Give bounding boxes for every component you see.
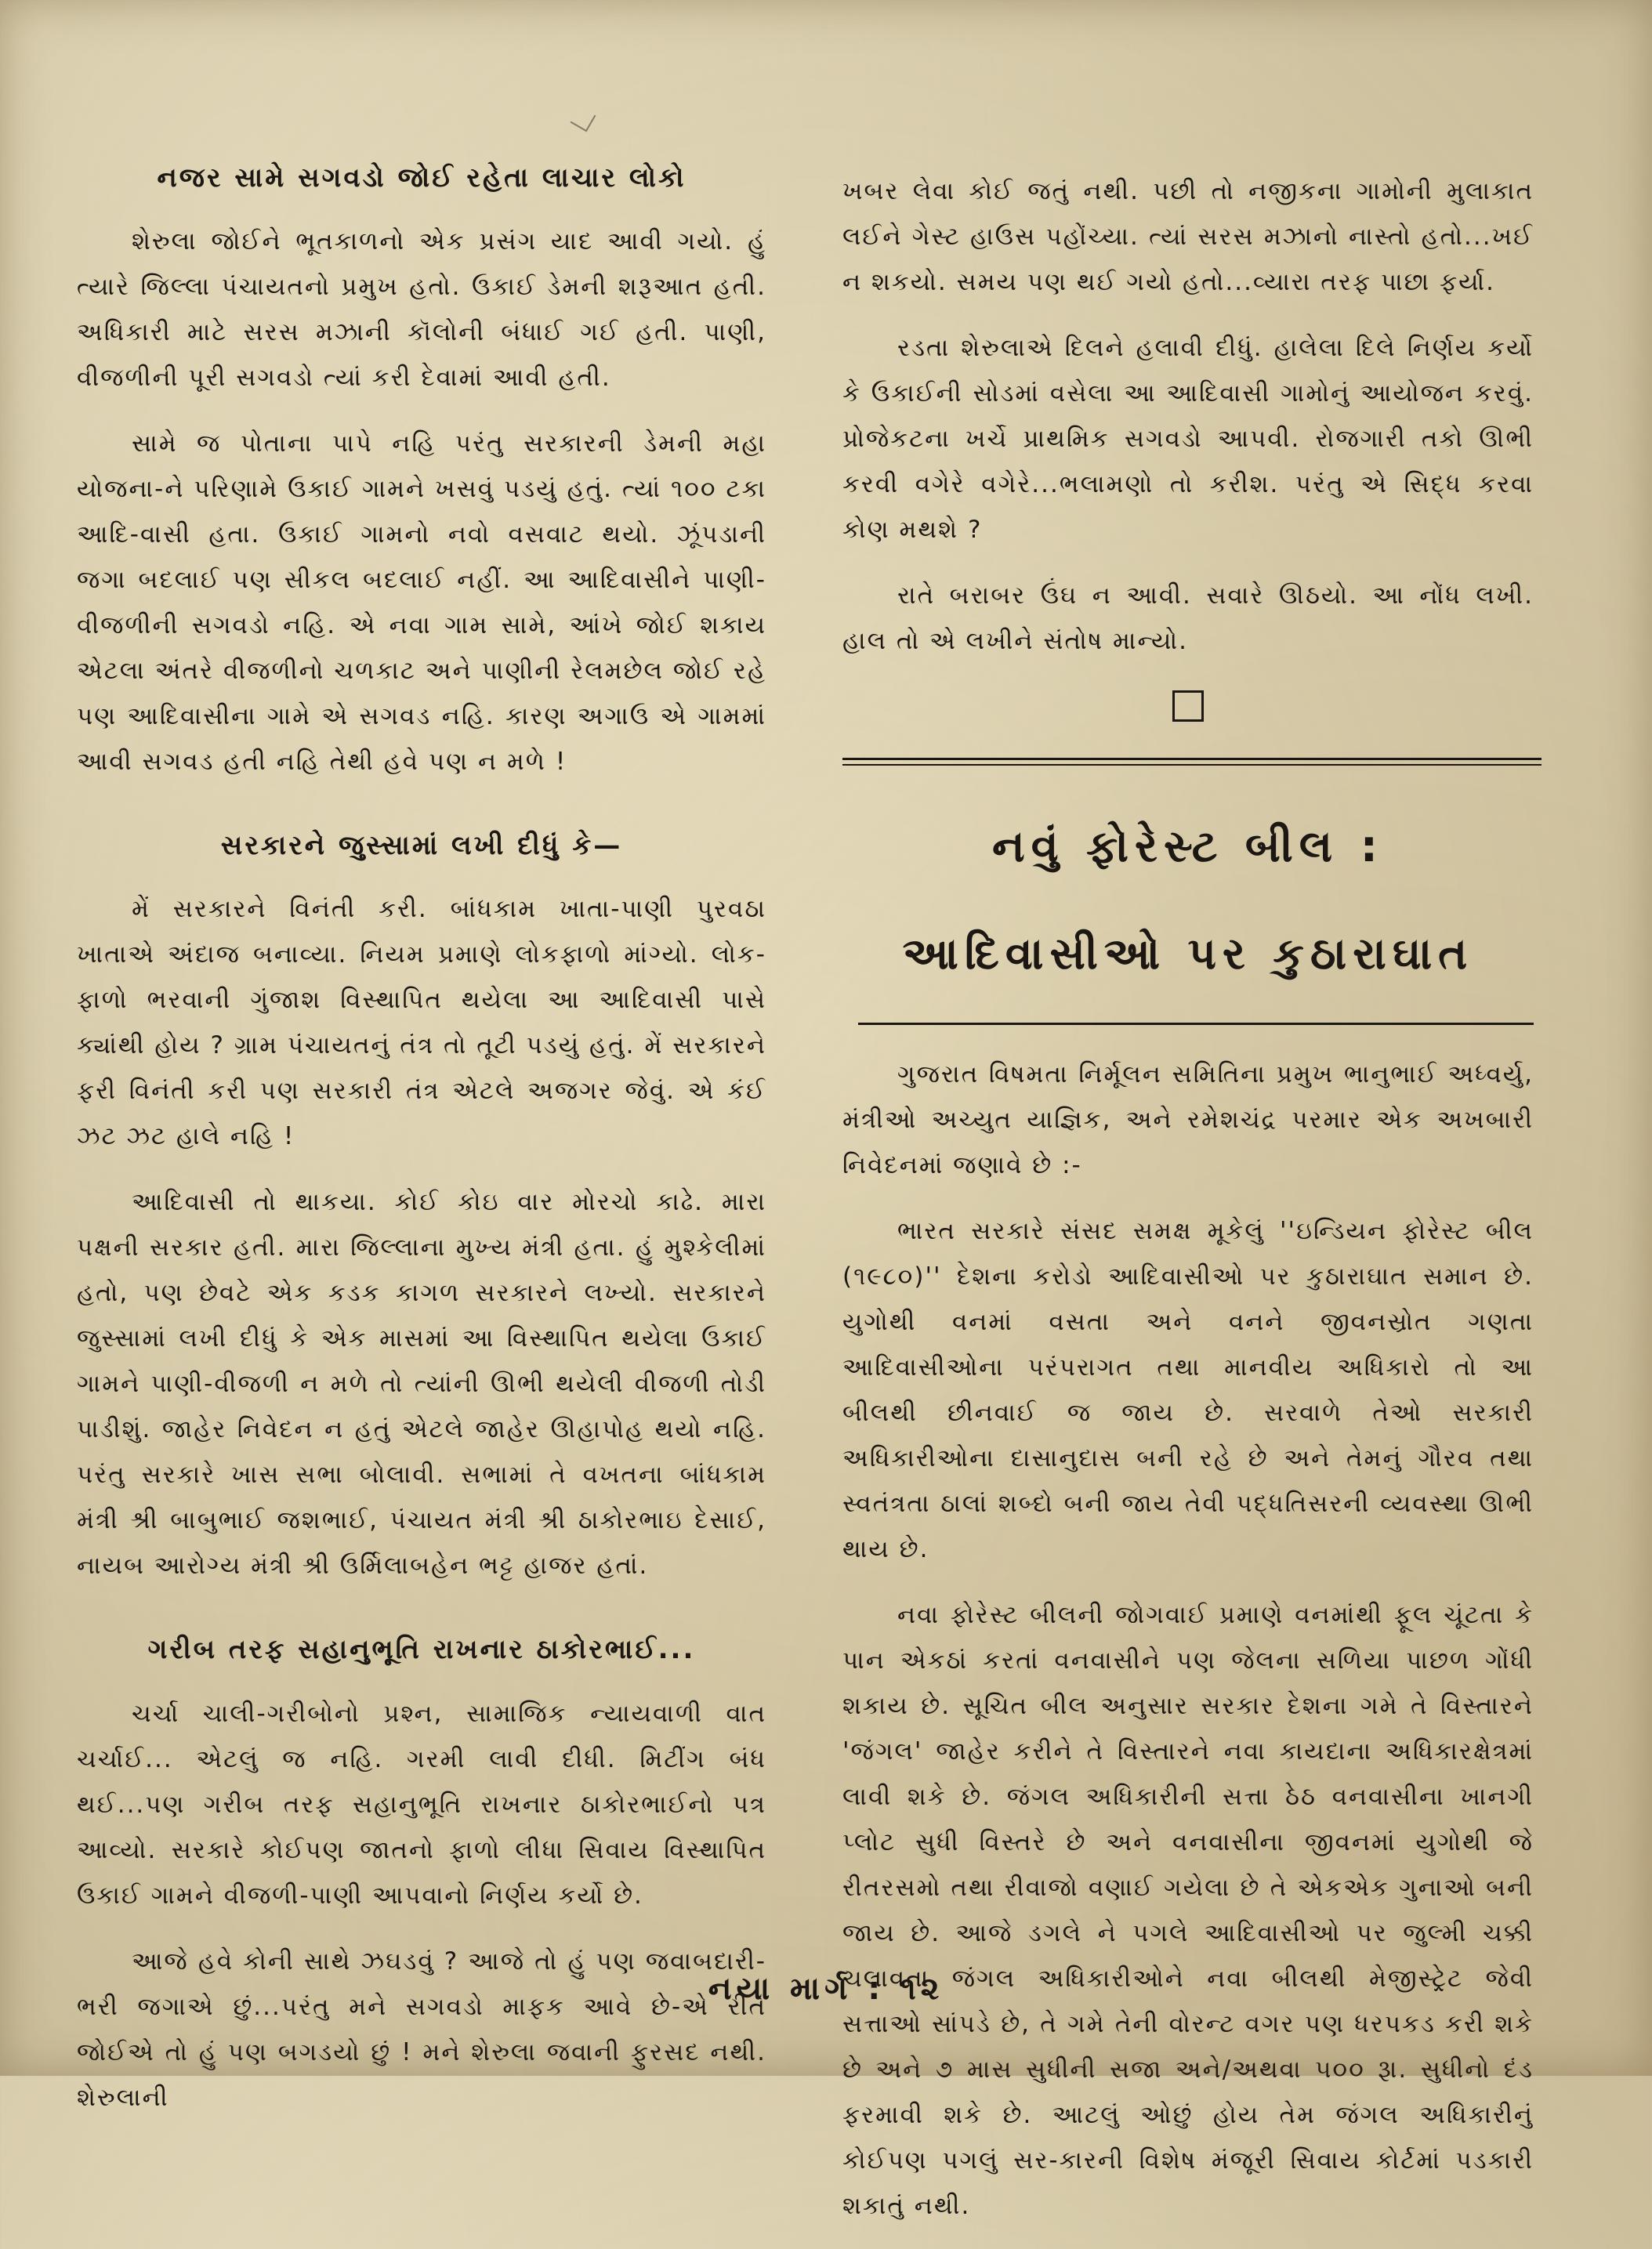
section-heading: નજર સામે સગવડો જોઈ રહેતા લાચાર લોકો [157, 162, 687, 194]
check-mark [571, 107, 596, 132]
paragraph: ભારત સરકારે સંસદ સમક્ષ મૂકેલું ''ઇન્ડિયન ફોરેસ્ટ બીલ (૧૯૮૦)'' દેશના કરોડો આદિવાસીઓ પર કુઠારાઘાત સમાન છે. યુગોથી વનમાં વસતા અને વનને જીવનસ્રોત ગણતા આદિવાસીઓના પરંપરાગત તથા માનવીય અધિકારો તો આ બીલથી છીનવાઈ જ જાય છે. સરવાળે તેઓ સરકારી અધિકારીઓના દાસાનુદાસ બની રહે છે અને તેમનું ગૌરવ તથા સ્વતંત્રતા ઠાલાં શબ્દો બની જાય તેવી પદ્ધતિસરની વ્યવસ્થા ઊભી થાય છે. [842, 1217, 1534, 1564]
right-column [842, 168, 1534, 2249]
paragraph: સામે જ પોતાના પાપે નહિ પરંતુ સરકારની ડેમની મહા યોજના-ને પરિણામે ઉકાઈ ગામને ખસવું પડયું હતું. ત્યાં ૧૦૦ ટકા આદિ-વાસી હતા. ઉકાઈ ગામનો નવો વસવાટ થયો. ઝૂંપડાની જગા બદલાઈ પણ સીકલ બદલાઈ નહીં. આ આદિવાસીને પાણી-વીજળીની સગવડો નહિ. એ નવા ગામ સામે, આંખે જોઈ શકાય એટલા અંતરે વીજળીનો ચળકાટ અને પાણીની રેલમછેલ જોઈ રહે પણ આદિવાસીના ગામે એ સગવડ નહિ. કારણ અગાઉ એ ગામમાં આવી સગવડ હતી નહિ તેથી હવે પણ ન મળે ! [77, 429, 766, 777]
divider [842, 758, 1542, 766]
end-of-article-box-icon [1172, 690, 1204, 722]
divider [858, 1023, 1534, 1025]
paragraph: ચર્ચા ચાલી-ગરીબોનો પ્રશ્ન, સામાજિક ન્યાયવાળી વાત ચર્ચાઈ... એટલું જ નહિ. ગરમી લાવી દીધી. મિટીંગ બંધ થઈ...પણ ગરીબ તરફ સહાનુભૂતિ રાખનાર ઠાકોરભાઈનો પત્ર આવ્યો. સરકારે કોઈપણ જાતનો ફાળો લીધા સિવાય વિસ્થાપિત ઉકાઈ ગામને વીજળી-પાણી આપવાનો નિર્ણય કર્યો છે. [77, 1699, 766, 1910]
section-heading: ગરીબ તરફ સહાનુભૂતિ રાખનાર ઠાકોરભાઈ... [147, 1634, 696, 1666]
paragraph: નવા ફોરેસ્ટ બીલની જોગવાઈ પ્રમાણે વનમાંથી ફૂલ ચૂંટતા કે પાન એકઠાં કરતાં વનવાસીને પણ જેલના સળિયા પાછળ ગોંધી શકાય છે. સૂચિત બીલ અનુસાર સરકાર દેશના ગમે તે વિસ્તારને 'જંગલ' જાહેર કરીને તે વિસ્તારને નવા કાયદાના અધિકારક્ષેત્રમાં લાવી શકે છે. જંગલ અધિકારીની સત્તા ઠેઠ વનવાસીના ખાનગી પ્લોટ સુધી વિસ્તરે છે અને વનવાસીના જીવનમાં યુગોથી જે રીતરસમો તથા રીવાજો વણાઈ ગયેલા છે તે એકએક ગુનાઓ બની જાય છે. આજે ડગલે ને પગલે આદિવાસીઓ પર જુલ્મી ચક્કી ચલાવતા જંગલ અધિકારીઓને નવા બીલથી મેજીસ્ટ્રેટ જેવી સત્તાઓ સાંપડે છે, તે ગમે તેની વોરન્ટ વગર પણ ધરપકડ કરી શકે છે અને ૭ માસ સુધીની સજા અને/અથવા ૫૦૦ રૂા. સુધીનો દંડ ફરમાવી શકે છે. આટલું ઓછું હોય તેમ જંગલ અધિકારીનું કોઈપણ પગલું સર-કારની વિશેષ મંજૂરી સિવાય કોર્ટમાં પડકારી શકાતું નથી. [842, 1601, 1534, 2221]
paragraph: રડતા શેરુલાએ દિલને હલાવી દીધું. હાલેલા દિલે નિર્ણય કર્યો કે ઉકાઈની સોડમાં વસેલા આ આદિવાસી ગામોનું આયોજન કરવું. પ્રોજેકટના ખર્ચે પ્રાથમિક સગવડો આપવી. રોજગારી તકો ઊભી કરવી વગેરે વગેરે...ભલામણો તો કરીશ. પરંતુ એ સિદ્ધ કરવા કોણ મથશે ? [842, 334, 1534, 544]
paragraph: ગુજરાત વિષમતા નિર્મૂલન સમિતિના પ્રમુખ ભાનુભાઈ અધ્વર્યુ, મંત્રીઓ અચ્યુત યાજ્ઞિક, અને રમેશચંદ્ર પરમાર એક અખબારી નિવેદનમાં જણાવે છે :- [842, 1060, 1534, 1180]
left-column [77, 161, 766, 2141]
paragraph: ખબર લેવા કોઈ જતું નથી. પછી તો નજીકના ગામોની મુલાકાત લઈને ગેસ્ટ હાઉસ પહોંચ્યા. ત્યાં સરસ મઝાનો નાસ્તો હતો...ખઈ ન શકયો. સમય પણ થઈ ગયો હતો...વ્યારા તરફ પાછા ફર્યા. [842, 177, 1534, 296]
paragraph: આજે હવે કોની સાથે ઝઘડવું ? આજે તો હું પણ જવાબદારી-ભરી જગાએ છું...પરંતુ મને સગવડો માફક આવે છે-એ રીતે જોઈએ તો હું પણ બગડયો છું ! મને શેરુલા જવાની ફુરસદ નથી. શેરુલાની [77, 1947, 766, 2112]
paragraph: આદિવાસી તો થાકયા. કોઈ કોઇ વાર મોરચો કાઢે. મારા પક્ષની સરકાર હતી. મારા જિલ્લાના મુખ્ય મંત્રી હતા. હું મુશ્કેલીમાં હતો, પણ છેવટે એક કડક કાગળ સરકારને લખ્યો. સરકારને જુસ્સામાં લખી દીધું કે એક માસમાં આ વિસ્થાપિત થયેલા ઉકાઈ ગામને પાણી-વીજળી ન મળે તો ત્યાંની ઊભી થયેલી વીજળી તોડી પાડીશું. જાહેર નિવેદન ન હતું એટલે જાહેર ઊહાપોહ થયો નહિ. પરંતુ સરકારે ખાસ સભા બોલાવી. સભામાં તે વખતના બાંધકામ મંત્રી શ્રી બાબુભાઈ જશભાઈ, પંચાયત મંત્રી શ્રી ઠાકોરભાઇ દેસાઈ, નાયબ આરોગ્ય મંત્રી શ્રી ઉર્મિલાબહેન ભટ્ટ હાજર હતાં. [77, 1188, 766, 1581]
article-headline: આદિવાસીઓ પર કુઠારાઘાત [902, 929, 1474, 980]
paragraph: મેં સરકારને વિનંતી કરી. બાંધકામ ખાતા-પાણી પુરવઠા ખાતાએ અંદાજ બનાવ્યા. નિયમ પ્રમાણે લોકફાળો માંગ્યો. લોક-ફાળો ભરવાની ગુંજાશ વિસ્થાપિત થયેલા આ આદિવાસી પાસે ક્યાંથી હોય ? ગ્રામ પંચાયતનું તંત્ર તો તૂટી પડયું હતું. મેં સરકારને ફરી વિનંતી કરી પણ સરકારી તંત્ર એટલે અજગર જેવું. એ કંઈ ઝટ ઝટ હાલે નહિ ! [77, 895, 766, 1151]
paragraph: શેરુલા જોઈને ભૂતકાળનો એક પ્રસંગ યાદ આવી ગયો. હું ત્યારે જિલ્લા પંચાયતનો પ્રમુખ હતો. ઉકાઈ ડેમની શરૂઆત હતી. અધિકારી માટે સરસ મઝાની કૉલોની બંધાઈ ગઈ હતી. પાણી, વીજળીની પૂરી સગવડો ત્યાં કરી દેવામાં આવી હતી. [77, 227, 766, 393]
page-folio: નયા માર્ગ : ૧૨ [708, 1971, 944, 2007]
section-heading: સરકારને જુસ્સામાં લખી દીધું કે— [220, 830, 623, 862]
paragraph: રાતે બરાબર ઉંઘ ન આવી. સવારે ઊઠયો. આ નોંધ લખી. હાલ તો એ લખીને સંતોષ માન્યો. [842, 581, 1534, 655]
article-headline: નવું ફોરેસ્ટ બીલ : [991, 821, 1385, 872]
